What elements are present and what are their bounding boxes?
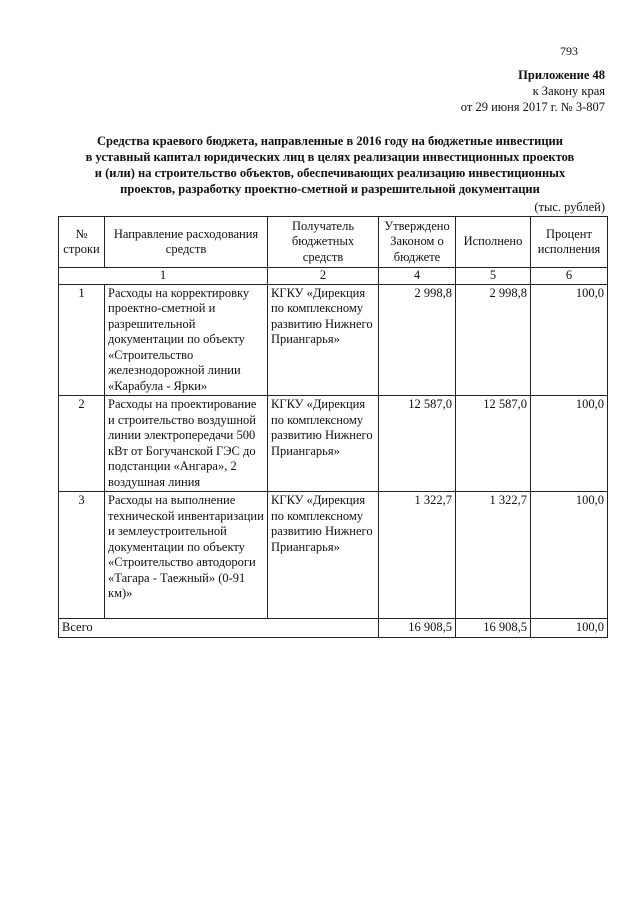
units-label: (тыс. рублей)	[534, 200, 605, 214]
appendix-date: от 29 июня 2017 г. № 3-807	[460, 100, 605, 114]
page-number: 793	[560, 44, 578, 58]
row-number: 3	[59, 492, 105, 619]
column-number: 5	[456, 268, 531, 285]
total-percent: 100,0	[531, 619, 608, 638]
row-number: 1	[59, 284, 105, 396]
row-recipient: КГКУ «Дирекция по комплексному развитию Нижнего Приангарья»	[268, 492, 379, 619]
row-percent: 100,0	[531, 396, 608, 492]
appendix-law: к Закону края	[532, 84, 605, 98]
title-line: проектов, разработку проектно-сметной и разрешительной документации	[120, 182, 540, 196]
table-row	[59, 284, 608, 396]
title-line: Средства краевого бюджета, направленные в 2016 году на бюджетные инвестиции	[97, 134, 563, 148]
table-header-row	[59, 217, 608, 268]
title-line: в уставный капитал юридических лиц в целях реализации инвестиционных проектов	[85, 150, 575, 164]
header-approved: Утверждено Законом о бюджете	[379, 217, 456, 268]
row-recipient: КГКУ «Дирекция по комплексному развитию Нижнего Приангарья»	[268, 284, 379, 396]
table-row	[59, 396, 608, 492]
total-label: Всего	[59, 619, 379, 638]
row-executed: 1 322,7	[456, 492, 531, 619]
budget-table	[58, 216, 608, 638]
column-number: 2	[268, 268, 379, 285]
row-direction: Расходы на выполнение технической инвентаризации и землеустроительной документации по объекту «Строительство автодороги «Тагара - Таежный» (0-91 км)»	[105, 492, 268, 619]
column-number-row	[59, 268, 608, 285]
header-row-number: № строки	[59, 217, 105, 268]
row-number: 2	[59, 396, 105, 492]
row-recipient: КГКУ «Дирекция по комплексному развитию Нижнего Приангарья»	[268, 396, 379, 492]
appendix-title: Приложение 48	[518, 68, 605, 82]
table-row	[59, 492, 608, 619]
total-row	[59, 619, 608, 638]
document-title	[40, 133, 620, 197]
title-line: и (или) на строительство объектов, обеспечивающих реализацию инвестиционных	[94, 166, 566, 180]
row-direction: Расходы на проектирование и строительство воздушной линии электропередачи 500 кВт от Богучанской ГЭС до подстанции «Ангара», 2 воздушная линия	[105, 396, 268, 492]
column-number: 4	[379, 268, 456, 285]
total-executed: 16 908,5	[456, 619, 531, 638]
appendix-reference	[461, 67, 605, 115]
total-approved: 16 908,5	[379, 619, 456, 638]
header-executed: Исполнено	[456, 217, 531, 268]
column-number: 6	[531, 268, 608, 285]
row-percent: 100,0	[531, 284, 608, 396]
row-executed: 2 998,8	[456, 284, 531, 396]
row-direction: Расходы на корректировку проектно-сметной и разрешительной документации по объекту «Строительство железнодорожной линии «Карабула - Ярки»	[105, 284, 268, 396]
row-approved: 1 322,7	[379, 492, 456, 619]
row-percent: 100,0	[531, 492, 608, 619]
row-executed: 12 587,0	[456, 396, 531, 492]
header-recipient: Получатель бюджетных средств	[268, 217, 379, 268]
header-percent: Процент исполнения	[531, 217, 608, 268]
column-number: 1	[59, 268, 268, 285]
row-approved: 12 587,0	[379, 396, 456, 492]
header-direction: Направление расходования средств	[105, 217, 268, 268]
row-approved: 2 998,8	[379, 284, 456, 396]
